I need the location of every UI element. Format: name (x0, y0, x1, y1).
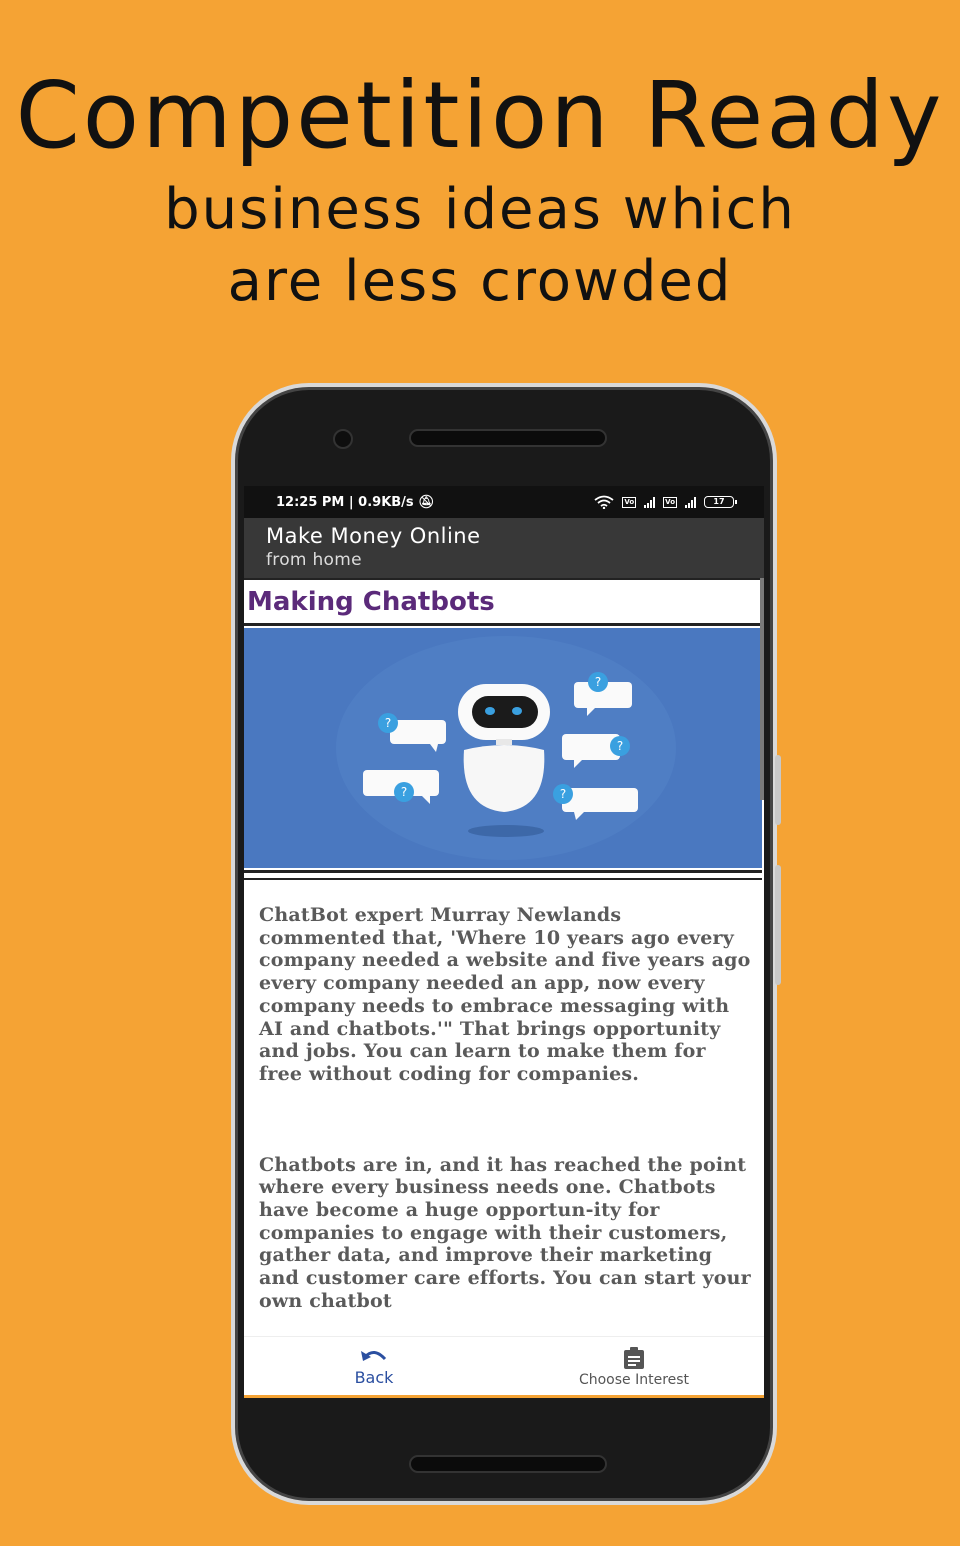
svg-text:?: ? (384, 716, 392, 730)
article-title: Making Chatbots (244, 578, 764, 626)
svg-text:?: ? (594, 675, 602, 689)
volume-button (775, 755, 781, 825)
promo-headline: Competition Ready (15, 62, 945, 169)
back-button[interactable] (244, 1337, 504, 1395)
signal-icon (644, 497, 655, 508)
promo-subline-1: business ideas which (164, 177, 796, 242)
svg-text:?: ? (616, 739, 624, 753)
article-content[interactable] (244, 578, 764, 1336)
svg-text:?: ? (559, 787, 567, 801)
phone-screen (244, 486, 764, 1398)
choose-interest-label: Choose Interest (578, 1372, 690, 1388)
app-subtitle: from home (266, 550, 362, 570)
divider-rules (244, 870, 762, 880)
app-bar (244, 518, 764, 578)
earpiece-speaker (409, 429, 607, 447)
signal-4g-icon (685, 497, 696, 508)
scrollbar[interactable] (760, 578, 764, 800)
bottom-navigation (244, 1336, 764, 1398)
status-bar (244, 486, 764, 518)
bottom-speaker (409, 1455, 607, 1473)
status-right (594, 495, 734, 509)
status-left (276, 495, 435, 510)
wifi-icon (594, 495, 614, 509)
status-time: 12:25 PM | 0.9KB/s (276, 494, 414, 510)
battery-icon: 17 (704, 496, 734, 508)
volte-icon-2: Vo (665, 497, 675, 506)
undo-arrow-icon (359, 1347, 389, 1365)
article-body (259, 904, 754, 1336)
promo-subline (0, 174, 960, 318)
app-title: Make Money Online (266, 524, 481, 548)
promo-subline-2: are less crowded (227, 249, 733, 314)
clipboard-icon (622, 1347, 646, 1369)
front-camera (333, 429, 353, 449)
back-label: Back (354, 1368, 394, 1387)
choose-interest-button[interactable] (504, 1337, 764, 1395)
mute-bell-icon: 🔕︎ (418, 494, 435, 510)
svg-text:?: ? (400, 785, 408, 799)
volte-icon: Vo (624, 497, 635, 506)
article-paragraph-2: Chatbots are in, and it has reached the point where every business needs one. Chatbots have become a huge opportun-ity for companies to engage with their customers, gather data, and improve their marketing and customer care efforts. You can start your own chatbot (259, 1153, 751, 1312)
chatbot-illustration (244, 628, 762, 868)
power-button (775, 865, 781, 985)
article-paragraph-1: ChatBot expert Murray Newlands commented that, 'Where 10 years ago every company needed a website and five years ago every company needed an app, now every company needs to embrace messaging with AI and chatbots.'" That brings opportunity and jobs. You can learn to make them for free without coding for companies. (259, 904, 751, 1085)
